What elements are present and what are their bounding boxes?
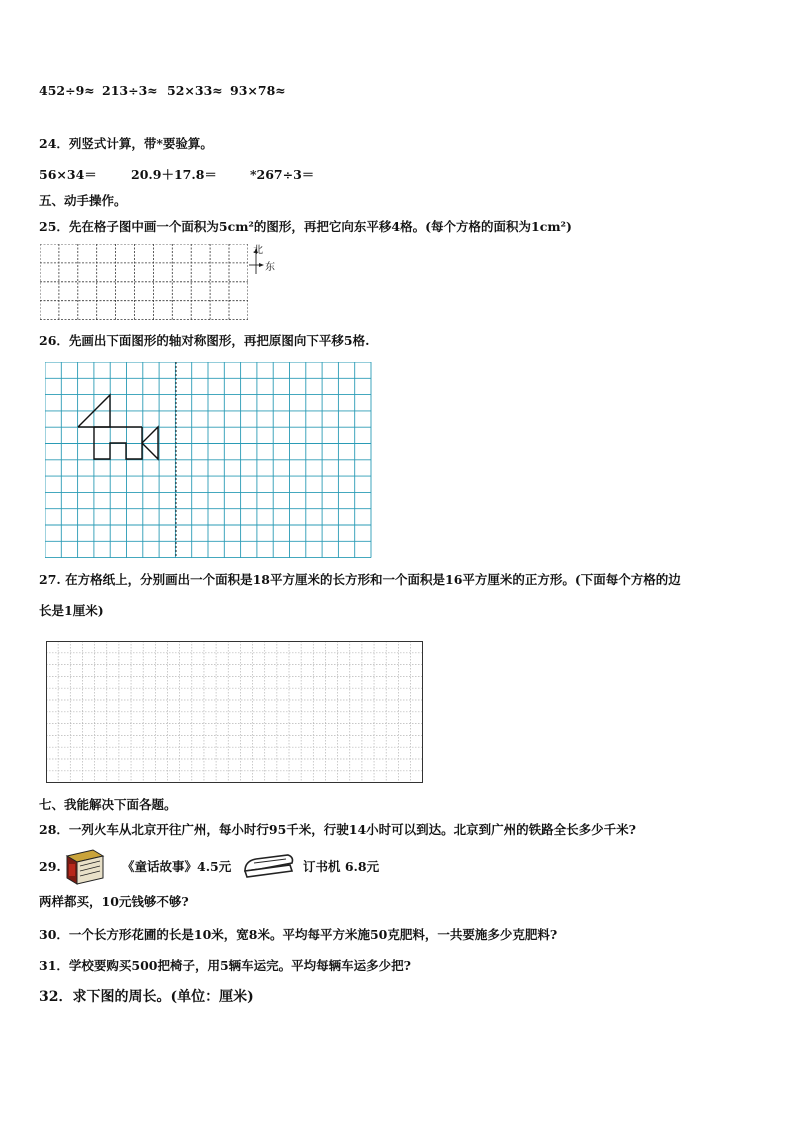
q29-book-price: 《童话故事》4.5元 xyxy=(122,859,232,874)
storybook-icon xyxy=(63,848,107,886)
q24-item-3: *267÷3＝ xyxy=(250,167,315,182)
q24-title: 24．列竖式计算，带*要验算。 xyxy=(39,136,213,151)
q25-title: 25．先在格子图中画一个面积为5cm²的图形，再把它向东平移4格。(每个方格的面积为1cm²) xyxy=(39,219,572,234)
q29-stapler-price: 订书机 6.8元 xyxy=(303,859,380,874)
section-7-heading: 七、我能解决下面各题。 xyxy=(39,797,177,812)
estimate-4: 93×78≈ xyxy=(230,83,286,98)
q29-question: 两样都买，10元钱够不够? xyxy=(39,894,189,909)
q26-title: 26．先画出下面图形的轴对称图形，再把原图向下平移5格. xyxy=(39,333,370,348)
q25-grid xyxy=(40,244,248,320)
q29-number: 29. xyxy=(39,859,61,874)
q32-text: 32．求下图的周长。(单位：厘米) xyxy=(39,989,254,1005)
estimate-1: 452÷9≈ xyxy=(39,83,95,98)
q26-grid xyxy=(45,362,373,558)
compass-east-label: 东 xyxy=(265,262,275,273)
q27-title-line-2: 长是1厘米) xyxy=(39,603,104,618)
estimate-3: 52×33≈ xyxy=(167,83,223,98)
q24-item-1: 56×34＝ xyxy=(39,167,97,182)
q27-grid xyxy=(46,641,423,783)
q28-text: 28．一列火车从北京开往广州，每小时行95千米，行驶14小时可以到达。北京到广州的铁路全长多少千米? xyxy=(39,822,637,837)
stapler-icon xyxy=(242,849,296,881)
q24-item-2: 20.9＋17.8＝ xyxy=(131,167,217,182)
estimate-2: 213÷3≈ xyxy=(102,83,158,98)
q31-text: 31．学校要购买500把椅子，用5辆车运完。平均每辆车运多少把? xyxy=(39,958,412,973)
q27-title-line-1: 27. 在方格纸上，分别画出一个面积是18平方厘米的长方形和一个面积是16平方厘米的正方形。(下面每个方格的边 xyxy=(39,572,681,587)
q30-text: 30．一个长方形花圃的长是10米，宽8米。平均每平方米施50克肥料，一共要施多少克肥料? xyxy=(39,927,558,942)
compass-north-label: 北 xyxy=(253,245,263,256)
section-5-heading: 五、动手操作。 xyxy=(39,193,127,208)
